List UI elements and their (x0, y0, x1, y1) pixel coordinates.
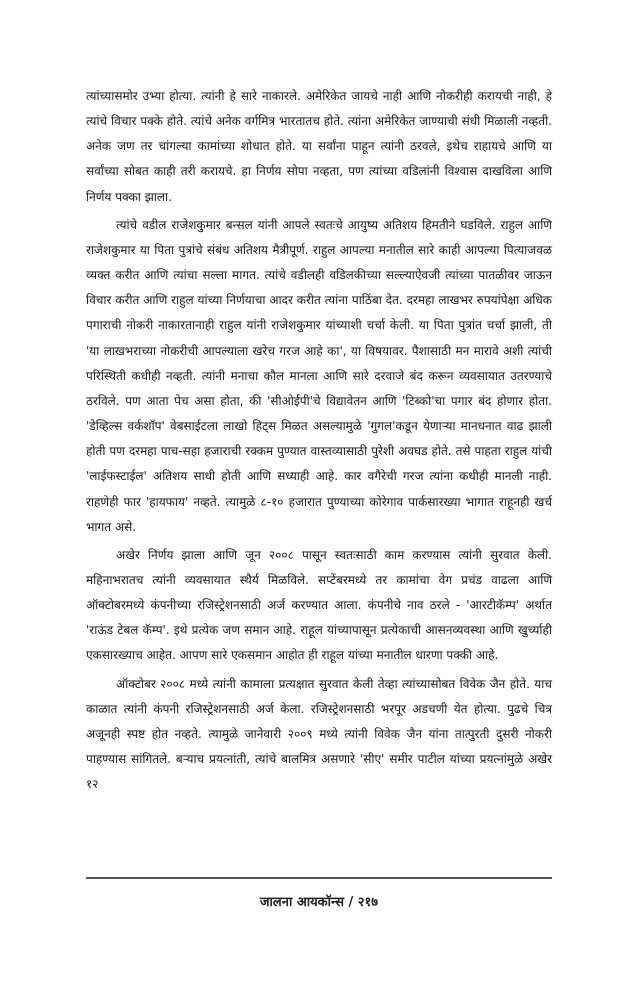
body-text (86, 84, 552, 797)
paragraph-1: त्यांच्यासमोर उभ्या होत्या. त्यांनी हे सारे नाकारले. अमेरिकेत जायचे नाही आणि नोकरीही करायची नाही, हे त्यांचे विचार पक्के होते. त्यांचे अनेक वर्गमित्र भारतातच होते. त्यांना अमेरिकेत जाण्याची संधी मिळाली नव्हती. अनेक जण तर चांगल्या कामांच्या शोधात होते. या सर्वांना पाहून त्यांनी ठरवले, इथेच राहायचे आणि या सर्वांच्या सोबत काही तरी करायचे. हा निर्णय सोपा नव्हता, पण त्यांच्या वडिलांनी विश्वास दाखविला आणि निर्णय पक्का झाला. (86, 89, 552, 204)
paragraph-3: अखेर निर्णय झाला आणि जून २००८ पासून स्वतःसाठी काम करण्यास त्यांनी सुरवात केली. महिनाभरातच त्यांनी व्यवसायात स्थैर्य मिळविले. सप्टेंबरमध्ये तर कामांचा वेग प्रचंड वाढला आणि ऑक्टोबरमध्ये कंपनीच्या रजिस्ट्रेशनसाठी अर्ज करण्यात आला. कंपनीचे नाव ठरले - 'आरटीकॅम्प' अर्थात 'राऊंड टेबल कॅम्प'. इथे प्रत्येक जण समान आहे. राहूल यांच्यापासून प्रत्येकाची आसनव्यवस्था आणि खुर्च्याही एकसारख्याच आहेत. आपण सारे एकसमान आहोत ही राहूल यांच्या मनातील धारणा पक्की आहे. (86, 547, 552, 663)
footer-divider (86, 877, 552, 879)
paragraph-4: ऑक्टोबर २००८ मध्ये त्यांनी कामाला प्रत्यक्षात सुरवात केली तेव्हा त्यांच्यासोबत विवेक जैन होते. याच काळात त्यांनी कंपनी रजिस्ट्रेशनसाठी अर्ज केला. रजिस्ट्रेशनसाठी भरपूर अडचणी येत होत्या. पुढचे चित्र अजूनही स्पष्ट होत नव्हते. त्यामुळे जानेवारी २००९ मध्ये त्यांनी विवेक जैन यांना तात्पुरती दुसरी नोकरी पाहण्यास सांगितले. बऱ्याच प्रयत्नांती, त्यांचे बालमित्र असणारे 'सीए' समीर पाटील यांच्या प्रयत्नांमुळे अखेर १२ (86, 676, 552, 792)
paragraph-2: त्यांचे वडील राजेशकुमार बन्सल यांनी आपले स्वतःचे आयुष्य अतिशय हिमतीने घडविले. राहुल आणि राजेशकुमार या पिता पुत्रांचे संबंध अतिशय मैत्रीपूर्ण. राहुल आपल्या मनातील सारे काही आपल्या पित्याजवळ व्यक्त करीत आणि त्यांचा सल्ला मागत. त्यांचे वडीलही वडिलकीच्या सल्ल्याऐवजी त्यांच्या पातळीवर जाऊन विचार करीत आणि राहुल यांच्या निर्णयाचा आदर करीत त्यांना पाठिंबा देत. दरमहा लाखभर रुपयांपेक्षा अधिक पगाराची नोकरी नाकारतानाही राहुल यांनी राजेशकुमार यांच्याशी चर्चा केली. या पिता पुत्रांत चर्चा झाली, ती 'या लाखभराच्या नोकरीची आपल्याला खरेच गरज आहे का', या विषयावर. पैशासाठी मन मारावे अशी त्यांची परिस्थिती कधीही नव्हती. त्यांनी मनाचा कौल मानला आणि सारे दरवाजे बंद करून व्यवसायात उतरण्याचे ठरविले. पण आता पेच असा होता, की 'सीओईपी'चे विद्यावेतन आणि 'टिब्को'चा पगार बंद होणार होता. 'डेव्हिल्स वर्कशॉप' वेबसाईटला लाखो हिट्स मिळत असल्यामुळे 'गुगल'कडून येणाऱ्या मानधनात वाढ झाली होती पण दरमहा पाच-सहा हजाराची रक्कम पुण्यात वास्तव्यासाठी पुरेशी अवघड होते. तसे पाहता राहुल यांची 'लाईफस्टाईल' अतिशय साधी होती आणि सध्याही आहे. कार वगैरेची गरज त्यांना कधीही मानली नाही. राहणेही फार 'हायफाय' नव्हते. त्यामुळे ८-१० हजारात पुण्याच्या कोरेगाव पार्कसारख्या भागात राहूनही खर्च भागत असे. (86, 217, 552, 534)
page-footer: जालना आयकॉन्स / २१७ (259, 895, 379, 910)
